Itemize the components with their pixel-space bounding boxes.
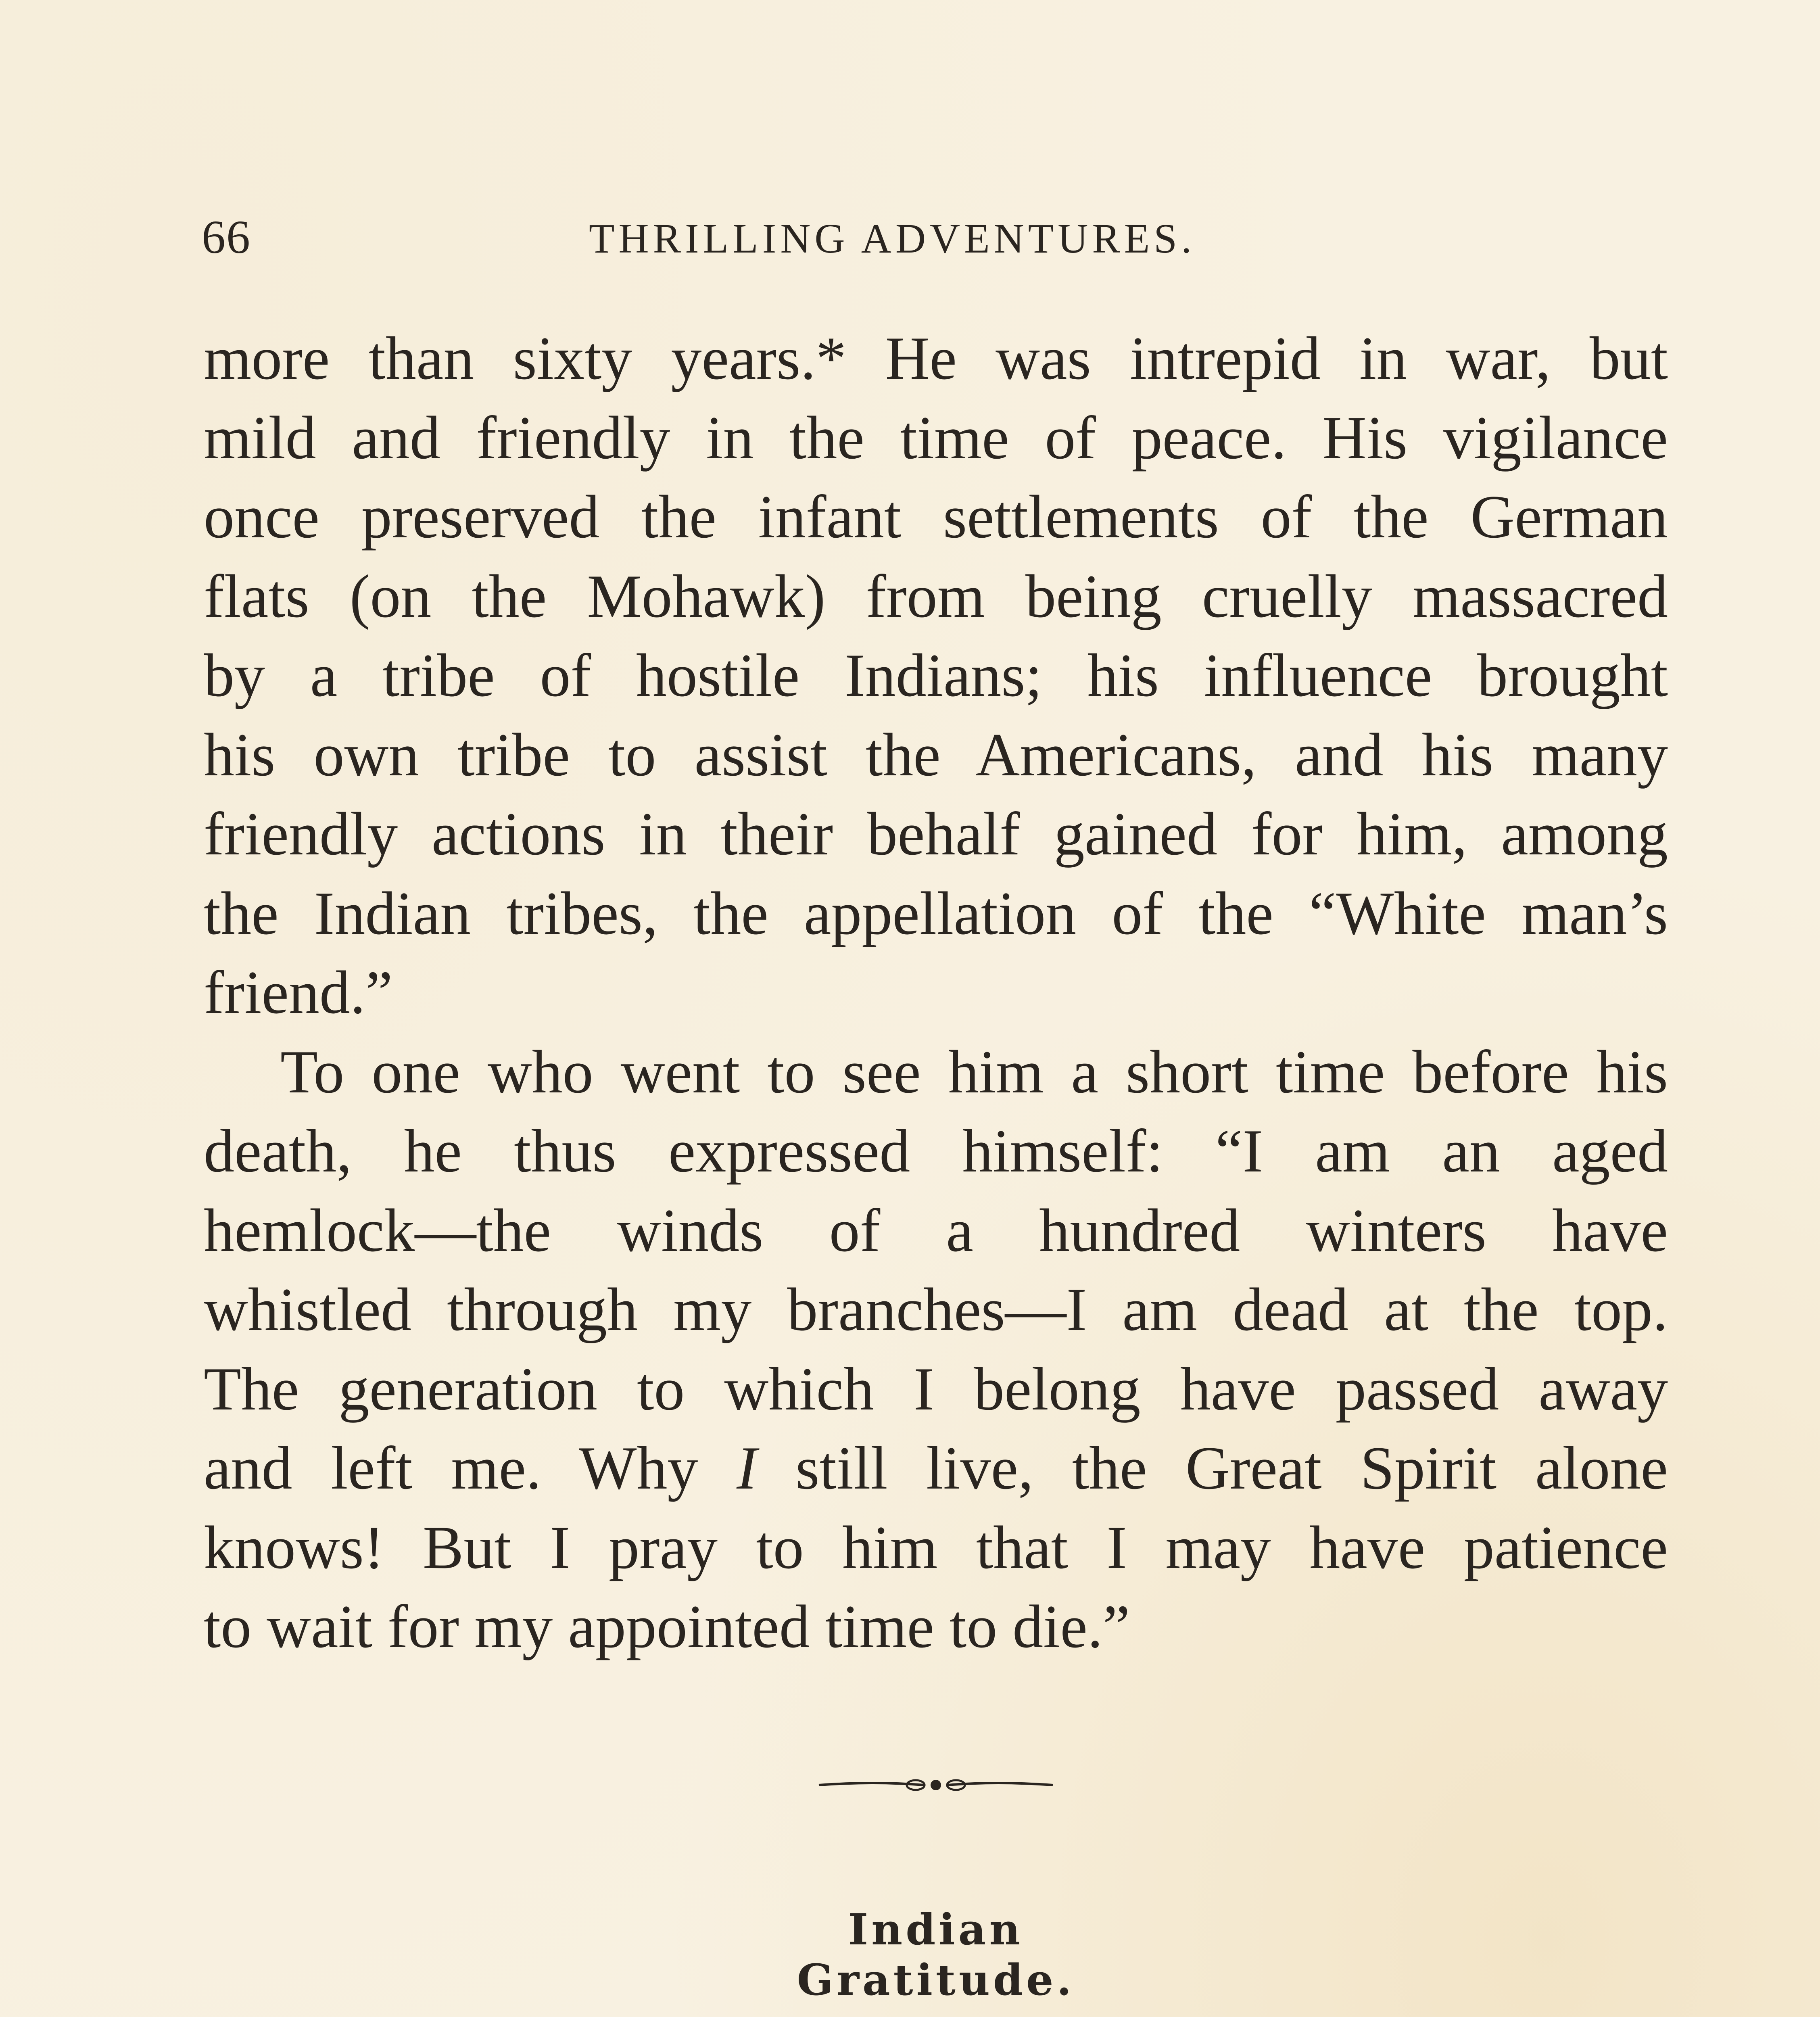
text-line: to wait for my appointed time to die.”	[204, 1593, 1130, 1660]
section-divider-ornament	[815, 1769, 1057, 1801]
page-number: 66	[202, 211, 251, 263]
paragraph-first-line: To one who went to see him a short time before his	[280, 1038, 1668, 1106]
text-line: flats (on the Mohawk) from being cruelly massacred	[204, 562, 1668, 630]
text-line: hemlock—the winds of a hundred winters have	[204, 1196, 1668, 1264]
text-segment: and left me. Why	[204, 1434, 737, 1502]
text-line: the Indian tribes, the appellation of the “White man’s	[204, 879, 1668, 947]
text-segment: still live, the Great Spirit alone	[757, 1434, 1668, 1502]
italic-word: I	[737, 1434, 757, 1502]
text-line: mild and friendly in the time of peace. His vigilance	[204, 403, 1668, 472]
text-line: death, he thus expressed himself: “I am an aged	[204, 1117, 1668, 1185]
text-line: friend.”	[204, 958, 393, 1026]
text-line: once preserved the infant settlements of the German	[204, 483, 1668, 551]
page-header	[202, 210, 1674, 274]
text-line: whistled through my branches—I am dead at the top.	[204, 1276, 1668, 1343]
body-text	[204, 319, 1668, 1666]
section-title: Indian Gratitude.	[797, 1904, 1075, 2005]
running-head: THRILLING ADVENTURES.	[589, 215, 1196, 262]
text-line: more than sixty years.* He was intrepid in war, but	[204, 324, 1668, 392]
text-line: his own tribe to assist the Americans, and his many	[204, 720, 1668, 789]
text-line: by a tribe of hostile Indians; his influence brought	[204, 641, 1668, 709]
text-line	[204, 1428, 1668, 1508]
ornament-center-dot	[931, 1780, 941, 1790]
text-line: knows! But I pray to him that I may have patience	[204, 1513, 1668, 1581]
text-line: friendly actions in their behalf gained for him, among	[204, 800, 1668, 868]
text-line: The generation to which I belong have passed away	[204, 1355, 1668, 1423]
